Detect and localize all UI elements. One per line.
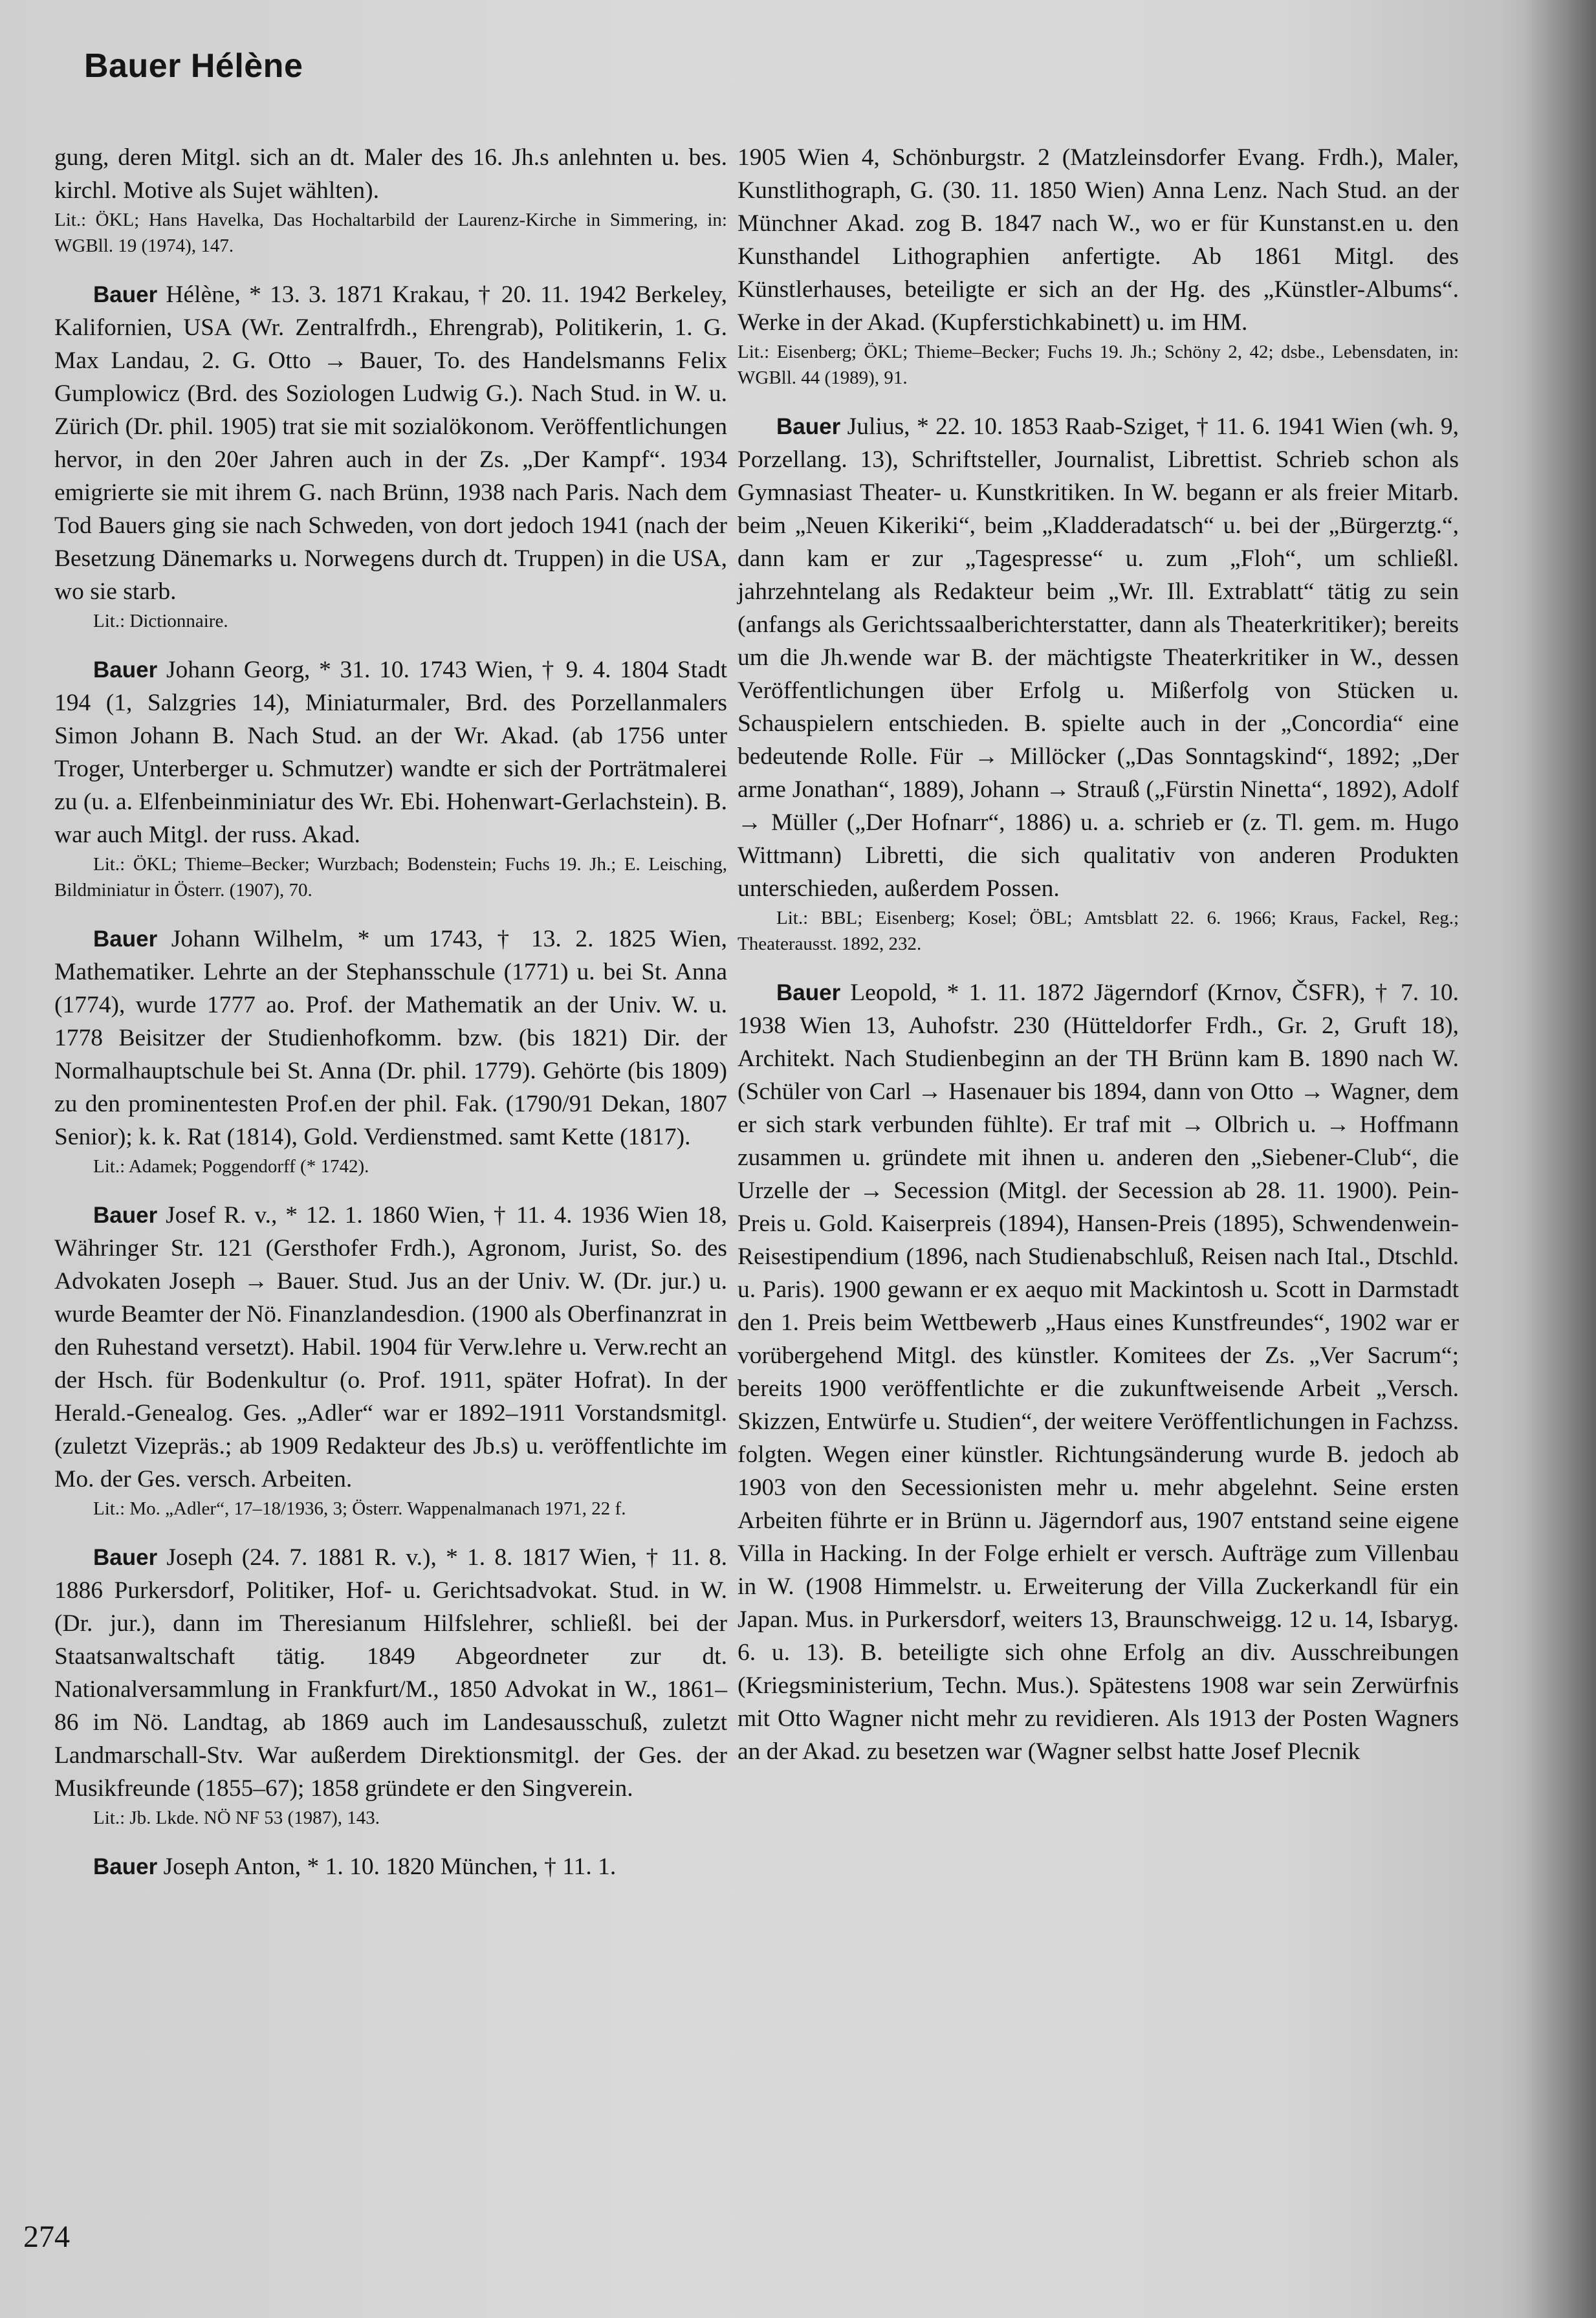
entry-text <box>738 976 1459 1768</box>
literature-reference: Lit.: Dictionnaire. <box>93 611 228 631</box>
entry-body: Leopold, * 1. 11. 1872 Jägerndorf (Krnov, ČSFR), † 7. 10. 1938 Wien 13, Auhofstr. 230 (Hütteldorfer Frdh., Gr. 2, Gruft 18), Architekt. Nach Studienbeginn an der TH Brünn kam B. 1890 nach W. (Schüler von Carl → Hasenauer bis 1894, dann von Otto → Wagner, dem er sich stark verbunden fühlte). Er traf mit → Olbrich u. → Hoffmann zusammen u. gründete mit ihnen u. anderen den „Siebener-Club“, die Urzelle der → Secession (Mitgl. der Secession ab 28. 11. 1900). Pein-Preis u. Gold. Kaiserpreis (1894), Hansen-Preis (1895), Schwendenwein-Reisestipendium (1896, nach Studienabschluß, Reisen nach Ital., Dtschld. u. Paris). 1900 gewann er ex aequo mit Mackintosh u. Scott in Darmstadt den 1. Preis beim Wettbewerb „Haus eines Kunstfreundes“, 1902 war er vorübergehend Mitgl. des künstler. Komitees der Zs. „Ver Sacrum“; bereits 1900 veröffentlichte er die zukunftweisende Arbeit „Versch. Skizzen, Entwürfe u. Studien“, der weitere Veröffentlichungen in Fachzss. folgten. Wegen einer künstler. Richtungsänderung wurde B. jedoch ab 1903 von den Secessionisten mehr u. mehr abgelehnt. Seine ersten Arbeiten führte er in Brünn u. Jägerndorf aus, 1907 entstand seine eigene Villa in Hacking. In der Folge erhielt er versch. Aufträge zum Villenbau in W. (1908 Himmelstr. u. Erweiterung der Villa Zuckerkandl für ein Japan. Mus. in Purkersdorf, weiters 13, Braunschweigg. 12 u. 14, Isbaryg. 6. u. 13). B. beteiligte sich ohne Erfolg an div. Ausschreibungen (Kriegsministerium, Techn. Mus.). Spätestens 1908 war sein Zerwürfnis mit Otto Wagner nicht mehr zu revidieren. Als 1913 der Posten Wagners an der Akad. zu besetzen war (Wagner selbst hatte Josef Plecnik <box>738 979 1459 1765</box>
entry-text <box>738 410 1459 905</box>
entry-body: Johann Wilhelm, * um 1743, † 13. 2. 1825 Wien, Mathematiker. Lehrte an der Stephansschule (1771) u. bei St. Anna (1774), wurde 1777 ao. Prof. der Mathematik an der Univ. W. u. 1778 Beisitzer der Studienhofkomm. bzw. (bis 1821) Dir. der Normalhauptschule bei St. Anna (Dr. phil. 1779). Gehörte (bis 1809) zu den prominentesten Prof.en der phil. Fak. (1790/91 Dekan, 1807 Senior); k. k. Rat (1814), Gold. Verdienstmed. samt Kette (1817). <box>54 926 727 1150</box>
lexicon-entry <box>54 1199 727 1522</box>
lexicon-entry <box>54 1850 727 1883</box>
literature-reference: Lit.: ÖKL; Thieme–Becker; Wurzbach; Bodenstein; Fuchs 19. Jh.; E. Leisching, Bildminiatur in Österr. (1907), 70. <box>54 854 727 901</box>
entry-lemma: Bauer <box>93 282 158 307</box>
entry-text <box>54 653 727 851</box>
entry-body: Joseph (24. 7. 1881 R. v.), * 1. 8. 1817 Wien, † 11. 8. 1886 Purkersdorf, Politiker, Hof- u. Gerichtsadvokat. Stud. in W. (Dr. jur.), dann im Theresianum Hilfslehrer, schließl. bei der Staatsanwaltschaft tätig. 1849 Abgeordneter zur dt. Nationalversammlung in Frankfurt/M., 1850 Advokat in W., 1861–86 im Nö. Landtag, ab 1869 auch im Landesausschuß, zuletzt Landmarschall-Stv. War außerdem Direktionsmitgl. der Ges. der Musikfreunde (1855–67); 1858 gründete er den Singverein. <box>54 1544 728 1802</box>
entry-lemma: Bauer <box>776 980 841 1005</box>
entry-lemma: Bauer <box>93 926 158 952</box>
literature-reference: Lit.: ÖKL; Hans Havelka, Das Hochaltarbild der Laurenz-Kirche in Simmering, in: WGBll. 19 (1974), 147. <box>54 210 727 256</box>
lexicon-entry <box>54 141 727 259</box>
entry-body: gung, deren Mitgl. sich an dt. Maler des 16. Jh.s anlehnten u. bes. kirchl. Motive als Sujet wählten). <box>54 144 727 204</box>
literature-reference: Lit.: Jb. Lkde. NÖ NF 53 (1987), 143. <box>93 1808 380 1828</box>
page-number: 274 <box>23 2220 70 2254</box>
right-column <box>738 141 1459 1788</box>
lexicon-entry <box>738 976 1459 1768</box>
entry-text <box>54 278 727 608</box>
entry-text <box>54 141 727 207</box>
entry-text <box>54 1199 727 1496</box>
lexicon-entry <box>54 923 727 1179</box>
entry-lemma: Bauer <box>93 1203 158 1228</box>
entry-lemma: Bauer <box>776 414 841 439</box>
literature-reference: Lit.: BBL; Eisenberg; Kosel; ÖBL; Amtsblatt 22. 6. 1966; Kraus, Fackel, Reg.; Theaterausst. 1892, 232. <box>738 908 1459 954</box>
entry-body: 1905 Wien 4, Schönburgstr. 2 (Matzleinsdorfer Evang. Frdh.), Maler, Kunstlithograph, G. (30. 11. 1850 Wien) Anna Lenz. Nach Stud. an der Münchner Akad. zog B. 1847 nach W., wo er für Kunstanst.en u. den Kunsthandel Lithographien anfertigte. Ab 1861 Mitgl. des Künstlerhauses, beteiligte er sich an der Hg. des „Künstler-Albums“. Werke in der Akad. (Kupferstichkabinett) u. im HM. <box>738 144 1459 336</box>
entry-lemma: Bauer <box>93 1545 158 1570</box>
lexicon-entry <box>54 1541 727 1831</box>
lexicon-entry <box>54 278 727 634</box>
entry-body: Hélène, * 13. 3. 1871 Krakau, † 20. 11. 1942 Berkeley, Kalifornien, USA (Wr. Zentralfrdh., Ehrengrab), Politikerin, 1. G. Max Landau, 2. G. Otto → Bauer, To. des Handelsmanns Felix Gumplowicz (Brd. des Soziologen Ludwig G.). Nach Stud. in W. u. Zürich (Dr. phil. 1905) trat sie mit sozialökonom. Veröffentlichungen hervor, in den 20er Jahren auch in der Zs. „Der Kampf“. 1934 emigrierte sie mit ihrem G. nach Brünn, 1938 nach Paris. Nach dem Tod Bauers ging sie nach Schweden, von dort jedoch 1941 (nach der Besetzung Dänemarks u. Norwegens durch dt. Truppen) in die USA, wo sie starb. <box>54 281 728 605</box>
entry-text <box>54 923 727 1154</box>
running-head: Bauer Hélène <box>84 47 303 85</box>
literature-reference: Lit.: Eisenberg; ÖKL; Thieme–Becker; Fuchs 19. Jh.; Schöny 2, 42; dsbe., Lebensdaten, in: WGBll. 44 (1989), 91. <box>738 342 1459 388</box>
entry-text <box>54 1850 727 1883</box>
entry-lemma: Bauer <box>93 1854 158 1879</box>
lexicon-entry <box>738 141 1459 391</box>
literature-reference: Lit.: Mo. „Adler“, 17–18/1936, 3; Österr. Wappenalmanach 1971, 22 f. <box>93 1498 626 1519</box>
left-column <box>54 141 727 1903</box>
entry-text <box>54 1541 727 1805</box>
entry-body: Josef R. v., * 12. 1. 1860 Wien, † 11. 4. 1936 Wien 18, Währinger Str. 121 (Gersthofer Frdh.), Agronom, Jurist, So. des Advokaten Joseph → Bauer. Stud. Jus an der Univ. W. (Dr. jur.) u. wurde Beamter der Nö. Finanzlandesdion. (1900 als Oberfinanzrat in den Ruhestand versetzt). Habil. 1904 für Verw.lehre u. Verw.recht an der Hsch. für Bodenkultur (o. Prof. 1911, später Hofrat). In der Herald.-Genealog. Ges. „Adler“ war er 1892–1911 Vorstandsmitgl. (zuletzt Vizepräs.; ab 1909 Redakteur des Jb.s) u. veröffentlichte im Mo. der Ges. versch. Arbeiten. <box>54 1202 728 1492</box>
entry-text <box>738 141 1459 339</box>
lexicon-entry <box>738 410 1459 957</box>
entry-body: Joseph Anton, * 1. 10. 1820 München, † 11. 1. <box>163 1853 617 1880</box>
literature-reference: Lit.: Adamek; Poggendorff (* 1742). <box>93 1156 369 1177</box>
book-gutter-shadow <box>1525 0 1596 2318</box>
entry-body: Julius, * 22. 10. 1853 Raab-Sziget, † 11. 6. 1941 Wien (wh. 9, Porzellang. 13), Schriftsteller, Journalist, Librettist. Schrieb schon als Gymnasiast Theater- u. Kunstkritiken. In W. begann er als freier Mitarb. beim „Neuen Kikeriki“, beim „Kladderadatsch“ u. bei der „Bürgerztg.“, dann kam er zur „Tagespresse“ u. zum „Floh“, um schließl. jahrzehntelang als Redakteur beim „Wr. Ill. Extrablatt“ tätig zu sein (anfangs als Gerichtssaalberichterstatter, dann als Theaterkritiker); bereits um die Jh.wende war B. der mächtigste Theaterkritiker in W., dessen Veröffentlichungen über Erfolg u. Mißerfolg von Stücken u. Schauspielern entschieden. B. spielte auch in der „Concordia“ eine bedeutende Rolle. Für → Millöcker („Das Sonntagskind“, 1892; „Der arme Jonathan“, 1889), Johann → Strauß („Fürstin Ninetta“, 1892), Adolf → Müller („Der Hofnarr“, 1886) u. a. schrieb er (z. Tl. gem. m. Hugo Wittmann) Libretti, die sich qualitativ von anderen Produkten unterschieden, außerdem Possen. <box>738 413 1459 902</box>
entry-body: Johann Georg, * 31. 10. 1743 Wien, † 9. 4. 1804 Stadt 194 (1, Salzgries 14), Miniaturmaler, Brd. des Porzellanmalers Simon Johann B. Nach Stud. an der Wr. Akad. (ab 1756 unter Troger, Unterberger u. Schmutzer) wandte er sich der Porträtmalerei zu (u. a. Elfenbeinminiatur des Wr. Ebi. Hohenwart-Gerlachstein). B. war auch Mitgl. der russ. Akad. <box>54 657 728 848</box>
entry-lemma: Bauer <box>93 657 158 683</box>
lexicon-entry <box>54 653 727 903</box>
